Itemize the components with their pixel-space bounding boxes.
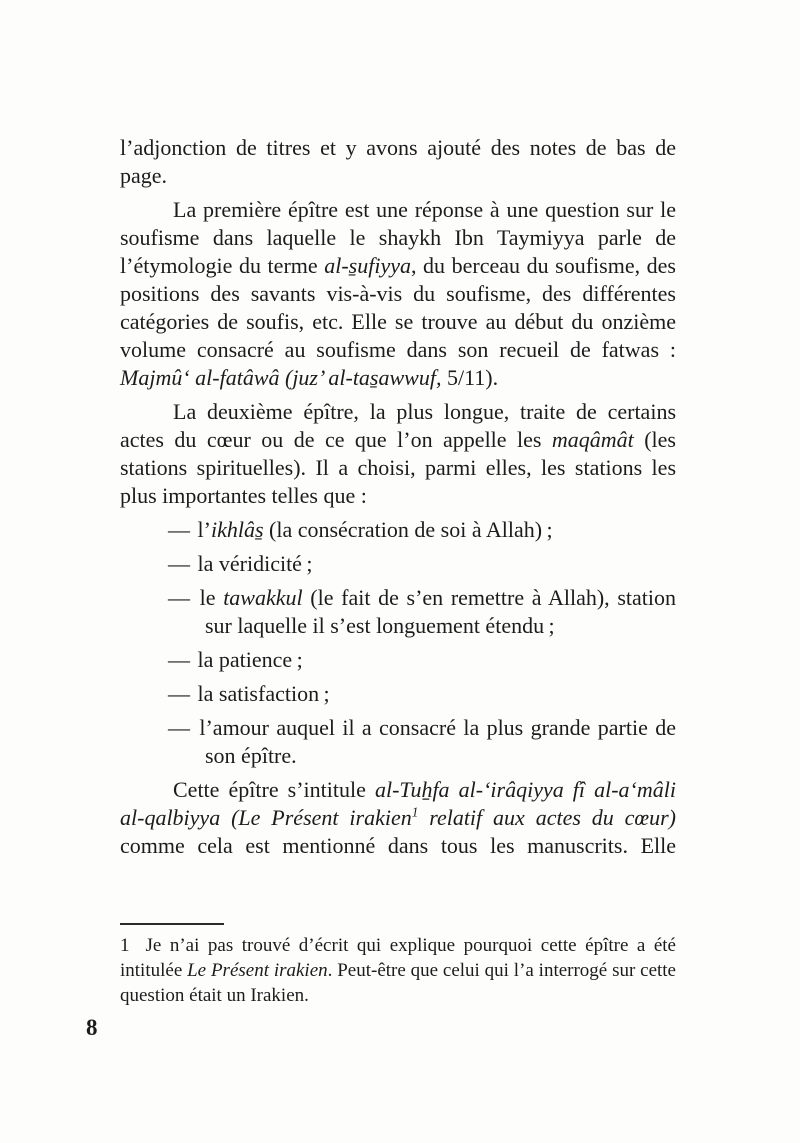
list-dash: —	[168, 517, 198, 542]
list-item	[120, 516, 676, 544]
paragraph	[120, 398, 676, 510]
list-item	[120, 550, 676, 578]
paragraph	[120, 776, 676, 860]
list-dash: —	[168, 715, 200, 740]
text-run: La première épître est une réponse à une question sur le soufisme dans laquelle le shaykh Ibn Taymiyya parle de l’étymologie du terme	[120, 197, 676, 278]
text-run: la satisfaction ;	[197, 681, 330, 706]
page-body	[120, 134, 676, 860]
text-run: Majmû‘ al-fatâwâ (juz’ al-tas̱awwuf,	[120, 365, 442, 390]
list-dash: —	[168, 551, 198, 576]
footnote-marker: 1	[120, 935, 130, 956]
text-run: l’	[197, 517, 211, 542]
text-run: maqâmât	[551, 427, 634, 452]
text-run: , du berceau du soufisme, des positions des savants vis-à-vis du soufisme, des différentes catégories de soufis, etc. Elle se trouve au début du onzième volume consacré au soufisme dans son recueil de fatwas :	[120, 253, 676, 362]
list-item	[120, 714, 676, 770]
list-dash: —	[168, 647, 198, 672]
text-run: Le Présent irakien	[187, 960, 328, 981]
text-run: (la consécration de soi à Allah) ;	[263, 517, 553, 542]
text-run: (les stations spirituelles). Il a choisi, parmi elles, les stations les plus importantes telles que :	[120, 427, 676, 508]
text-run: al-s̱ufiyya	[324, 253, 411, 278]
text-run: le	[199, 585, 224, 610]
footnote-text	[120, 935, 676, 1006]
paragraph	[120, 196, 676, 392]
footnote-area	[120, 923, 676, 1008]
text-run: ikhlâs̱	[210, 517, 264, 542]
page-number: 8	[86, 1015, 98, 1040]
text-run: al-Tuẖfa al-‘irâqiyya fî al-a‘mâli al-qalbiyya	[120, 777, 676, 830]
text-run: )	[668, 805, 676, 830]
text-run: l’amour auquel il a consacré la plus grande partie de son épître.	[199, 715, 676, 768]
text-run: (	[220, 805, 239, 830]
paragraph	[120, 134, 676, 190]
text-run: la patience ;	[197, 647, 303, 672]
list-item	[120, 646, 676, 674]
footnote-separator-rule	[120, 923, 224, 925]
list-dash: —	[168, 681, 198, 706]
text-run: Je n’ai pas trouvé d’écrit qui explique pourquoi cette épître a été intitulée	[120, 935, 676, 981]
text-run: relatif aux actes du cœur	[418, 805, 669, 830]
text-run: 5/11).	[441, 365, 499, 390]
list-item	[120, 584, 676, 640]
text-run: 1	[411, 804, 419, 820]
text-run: Le Présent irakien	[238, 805, 412, 830]
text-run: Cette épître s’intitule	[173, 777, 375, 802]
list-dash: —	[168, 585, 200, 610]
text-run: comme cela est mentionné dans tous les manuscrits. Elle	[120, 833, 676, 858]
text-run: . Peut-être que celui qui l’a interrogé sur cette question était un Irakien.	[120, 960, 676, 1006]
text-run: l’adjonction de titres et y avons ajouté des notes de bas de page.	[120, 135, 676, 188]
text-run: La deuxième épître, la plus longue, traite de certains actes du cœur ou de ce que l’on appelle les	[120, 399, 676, 452]
text-run: la véridicité ;	[197, 551, 313, 576]
list-item	[120, 680, 676, 708]
text-run: tawakkul	[223, 585, 303, 610]
footnote	[120, 933, 676, 1008]
text-run: (le fait de s’en remettre à Allah), station sur laquelle il s’est longuement étendu ;	[205, 585, 676, 638]
